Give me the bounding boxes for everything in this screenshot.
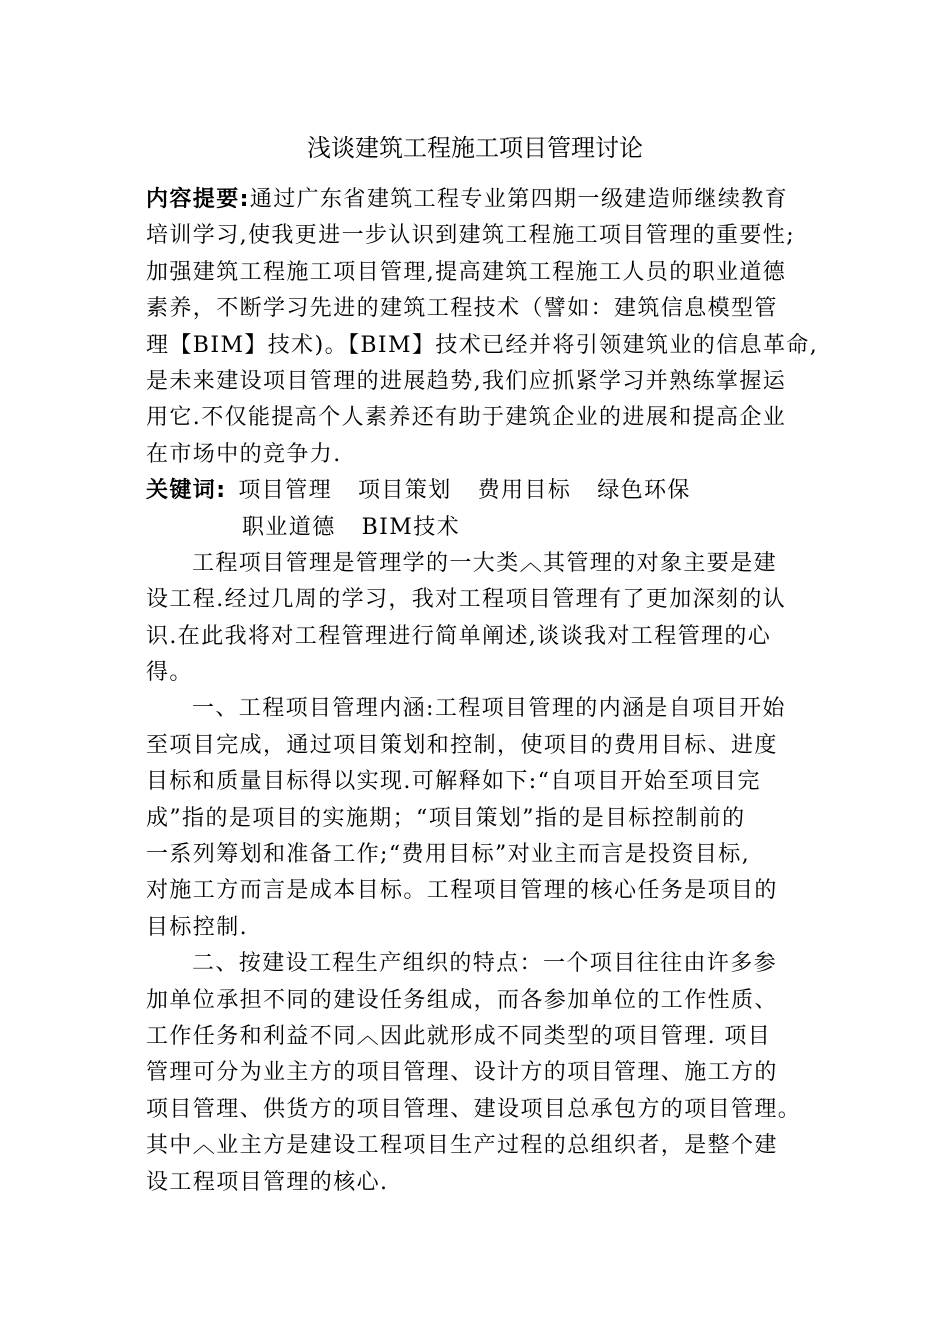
abstract-line: 素养，不断学习先进的建筑工程技术（譬如：建筑信息模型管 <box>146 296 778 322</box>
document-title: 浅谈建筑工程施工项目管理讨论 <box>307 134 643 162</box>
keywords-line <box>146 510 826 546</box>
abstract-line: 培训学习,使我更进一步认识到建筑工程施工项目管理的重要性; <box>146 223 796 249</box>
paragraph-line: 二、按建设工程生产组织的特点：一个项目往往由许多参 <box>192 951 778 977</box>
abstract-line <box>146 182 826 218</box>
keyword: 项目策划 <box>358 478 452 504</box>
abstract-label: 内容提要: <box>146 187 250 212</box>
paragraph-line: 项目管理、供货方的项目管理、建设项目总承包方的项目管理。 <box>146 1096 802 1122</box>
paragraph-line: 目标和质量目标得以实现.可解释如下:“自项目开始至项目完 <box>146 769 761 795</box>
paragraph-line: 其中︿业主方是建设工程项目生产过程的总组织者，是整个建 <box>146 1133 778 1159</box>
paragraph-line: 对施工方而言是成本目标。工程项目管理的核心任务是项目的 <box>146 878 778 904</box>
paragraph-line: 至项目完成，通过项目策划和控制，使项目的费用目标、进度 <box>146 732 778 758</box>
paragraph-line: 加单位承担不同的建设任务组成，而各参加单位的工作性质、 <box>146 987 778 1013</box>
abstract-line: 理【BIM】技术)。【BIM】技术已经并将引领建筑业的信息革命, <box>146 332 819 358</box>
paragraph-line: 工作任务和利益不同︿因此就形成不同类型的项目管理. 项目 <box>146 1023 772 1049</box>
abstract-line: 用它.不仅能提高个人素养还有助于建筑企业的进展和提高企业 <box>146 405 787 431</box>
abstract-line: 在市场中的竞争力. <box>146 441 342 467</box>
keyword: 职业道德 <box>242 514 336 540</box>
keyword: 绿色环保 <box>597 478 691 504</box>
paragraph-line: 设工程项目管理的核心. <box>146 1169 389 1195</box>
paragraph-line: 识.在此我将对工程管理进行简单阐述,谈谈我对工程管理的心 <box>146 623 772 649</box>
paragraph-line: 得。 <box>146 660 193 686</box>
paragraph-line: 管理可分为业主方的项目管理、设计方的项目管理、施工方的 <box>146 1060 778 1086</box>
paragraph-line: 工程项目管理是管理学的一大类︿其管理的对象主要是建 <box>192 550 778 576</box>
keywords-label: 关键词: <box>146 478 227 504</box>
keyword: 费用目标 <box>477 478 572 504</box>
paragraph-line: 一系列筹划和准备工作;“费用目标”对业主而言是投资目标, <box>146 842 751 868</box>
paragraph-line: 一、工程项目管理内涵:工程项目管理的内涵是自项目开始 <box>192 696 786 722</box>
keywords-line <box>146 473 826 509</box>
abstract-text: 通过广东省建筑工程专业第四期一级建造师继续教育 <box>249 187 789 212</box>
paragraph-line: 成”指的是项目的实施期；“项目策划”指的是目标控制前的 <box>146 805 746 831</box>
paragraph-line: 设工程.经过几周的学习，我对工程项目管理有了更加深刻的认 <box>146 587 787 613</box>
paragraph-line: 目标控制. <box>146 914 248 940</box>
abstract-line: 是未来建设项目管理的进展趋势,我们应抓紧学习并熟练掌握运 <box>146 368 787 394</box>
keyword: BIM技术 <box>361 514 460 540</box>
abstract-line: 加强建筑工程施工项目管理,提高建筑工程施工人员的职业道德 <box>146 259 787 285</box>
keyword: 项目管理 <box>238 478 333 504</box>
body-text <box>146 182 826 1201</box>
